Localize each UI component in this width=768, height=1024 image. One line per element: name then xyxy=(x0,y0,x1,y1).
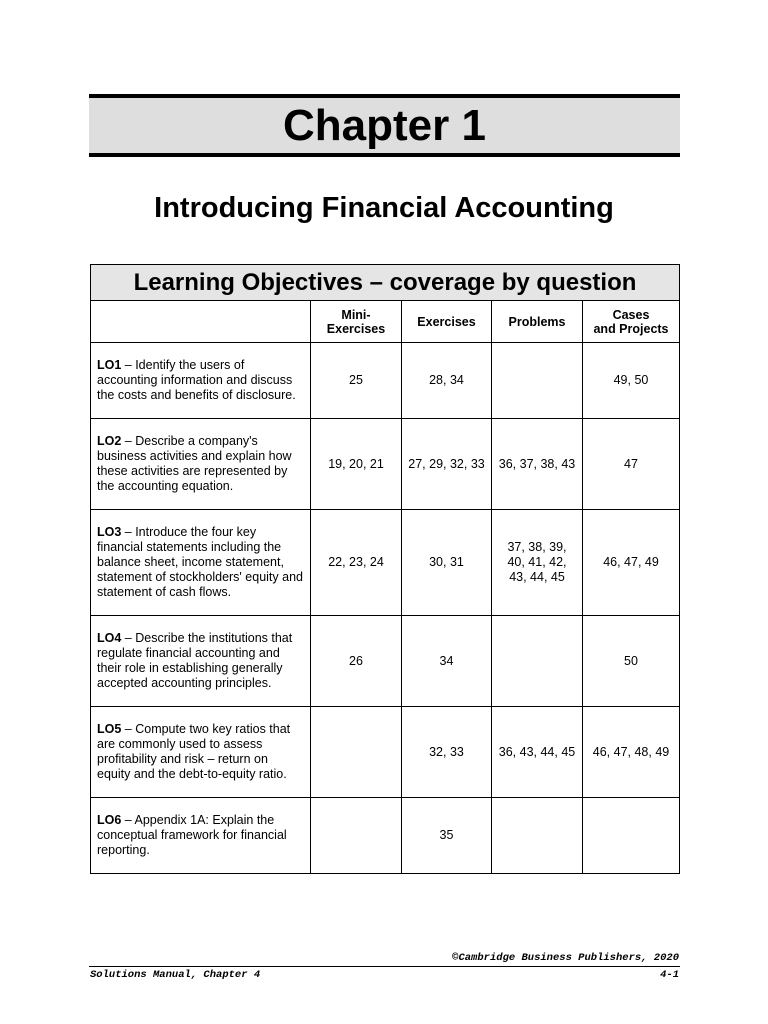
objective-code: LO1 xyxy=(97,358,122,372)
objective-cell xyxy=(91,707,311,798)
objective-code: LO4 xyxy=(97,631,122,645)
problems-cell: 36, 37, 38, 43 xyxy=(492,419,583,510)
exercises-cell: 35 xyxy=(402,798,492,874)
mini-exercises-cell: 25 xyxy=(311,343,402,419)
table-row xyxy=(91,510,680,616)
mini-exercises-cell: 19, 20, 21 xyxy=(311,419,402,510)
problems-cell: 37, 38, 39, 40, 41, 42, 43, 44, 45 xyxy=(492,510,583,616)
table-row xyxy=(91,798,680,874)
mini-exercises-cell xyxy=(311,798,402,874)
table-row xyxy=(91,707,680,798)
objective-code: LO5 xyxy=(97,722,122,736)
objective-text: – Describe a company's business activities and explain how these activities are represented by the accounting equation. xyxy=(97,434,292,493)
objective-code: LO2 xyxy=(97,434,122,448)
exercises-cell: 28, 34 xyxy=(402,343,492,419)
problems-cell: 36, 43, 44, 45 xyxy=(492,707,583,798)
cases-cell: 47 xyxy=(583,419,680,510)
objective-text: – Appendix 1A: Explain the conceptual framework for financial reporting. xyxy=(97,813,287,857)
problems-cell xyxy=(492,798,583,874)
exercises-cell: 30, 31 xyxy=(402,510,492,616)
column-header-cases-projects: Cases and Projects xyxy=(583,301,680,343)
column-header-objective xyxy=(91,301,311,343)
objective-code: LO3 xyxy=(97,525,122,539)
objective-code: LO6 xyxy=(97,813,122,827)
objective-cell xyxy=(91,616,311,707)
footer-divider xyxy=(89,966,680,967)
chapter-title: Chapter 1 xyxy=(283,100,486,150)
objective-text: – Describe the institutions that regulate financial accounting and their role in establishing generally accepted accounting principles. xyxy=(97,631,293,690)
objective-text: – Identify the users of accounting information and discuss the costs and benefits of disclosure. xyxy=(97,358,296,402)
table-caption: Learning Objectives – coverage by question xyxy=(91,265,680,301)
cases-cell: 49, 50 xyxy=(583,343,680,419)
table-row xyxy=(91,616,680,707)
chapter-subtitle: Introducing Financial Accounting xyxy=(154,192,614,224)
exercises-cell: 32, 33 xyxy=(402,707,492,798)
table-row xyxy=(91,419,680,510)
exercises-cell: 34 xyxy=(402,616,492,707)
mini-exercises-cell: 26 xyxy=(311,616,402,707)
cases-cell: 46, 47, 48, 49 xyxy=(583,707,680,798)
objective-cell xyxy=(91,343,311,419)
objective-cell xyxy=(91,419,311,510)
problems-cell xyxy=(492,343,583,419)
column-header-exercises: Exercises xyxy=(402,301,492,343)
learning-objectives-table xyxy=(90,264,680,874)
objective-cell xyxy=(91,798,311,874)
objective-cell xyxy=(91,510,311,616)
cases-cell: 50 xyxy=(583,616,680,707)
table-row xyxy=(91,343,680,419)
mini-exercises-cell: 22, 23, 24 xyxy=(311,510,402,616)
column-header-problems: Problems xyxy=(492,301,583,343)
cases-cell xyxy=(583,798,680,874)
problems-cell xyxy=(492,616,583,707)
chapter-title-banner xyxy=(89,94,680,157)
objective-text: – Compute two key ratios that are commonly used to assess profitability and risk – return on equity and the debt-to-equity ratio. xyxy=(97,722,291,781)
footer-page-number: 4-1 xyxy=(660,969,679,981)
objective-text: – Introduce the four key financial statements including the balance sheet, income statement, statement of stockholders' equity and statement of cash flows. xyxy=(97,525,303,599)
exercises-cell: 27, 29, 32, 33 xyxy=(402,419,492,510)
footer-manual-title: Solutions Manual, Chapter 4 xyxy=(90,969,261,981)
column-header-mini-exercises: Mini- Exercises xyxy=(311,301,402,343)
cases-cell: 46, 47, 49 xyxy=(583,510,680,616)
mini-exercises-cell xyxy=(311,707,402,798)
footer-copyright: ©Cambridge Business Publishers, 2020 xyxy=(452,952,679,964)
